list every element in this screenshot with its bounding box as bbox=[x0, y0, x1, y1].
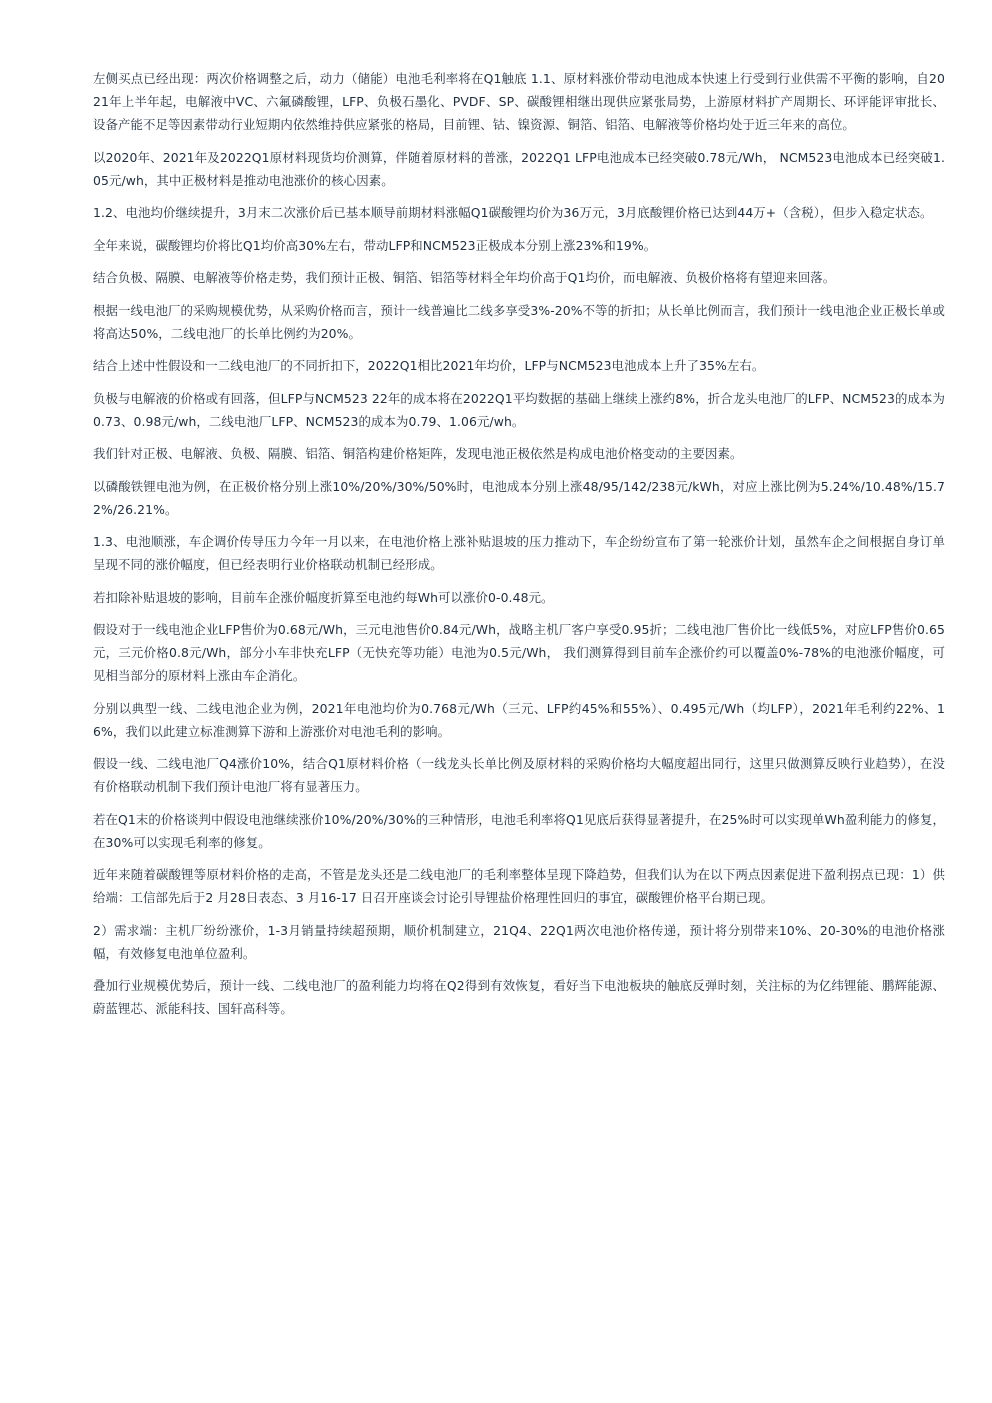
paragraph-anode-electrolyte: 负极与电解液的价格或有回落，但LFP与NCM523 22年的成本将在2022Q1平均数据的基础上继续上涨约8%，折合龙头电池厂的LFP、NCM523的成本为0.73、0.98元/wh，二线电池厂LFP、NCM523的成本为0.79、1.06元/wh。 bbox=[93, 390, 945, 429]
paragraph-cost-increase: 结合上述中性假设和一二线电池厂的不同折扣下，2022Q1相比2021年均价，LFP与NCM523电池成本上升了35%左右。 bbox=[93, 358, 765, 373]
paragraph-section-1-3: 1.3、电池顺涨，车企调价传导压力今年一月以来，在电池价格上涨补贴退坡的压力推动下，车企纷纷宣布了第一轮涨价计划，虽然车企之间根据自身订单呈现不同的涨价幅度，但已经表明行业价格联动机制已经形成。 bbox=[93, 534, 945, 572]
paragraph-q1-scenarios: 若在Q1末的价格谈判中假设电池继续涨价10%/20%/30%的三种情形，电池毛利率将Q1见底后获得显著提升，在25%时可以实现单Wh盈利能力的修复，在30%可以实现毛利率的修复。 bbox=[93, 811, 945, 850]
paragraph-annual-lithium-price: 全年来说，碳酸锂均价将比Q1均价高30%左右，带动LFP和NCM523正极成本分别上涨23%和19%。 bbox=[93, 237, 657, 253]
paragraph-typical-companies: 分别以典型一线、二线电池企业为例，2021年电池均价为0.768元/Wh（三元、LFP约45%和55%）、0.495元/Wh（均LFP），2021年毛利约22%、16%，我们以此建立标准测算下游和上游涨价对电池毛利的影响。 bbox=[93, 700, 945, 739]
paragraph-subsidy-impact: 若扣除补贴退坡的影响，目前车企涨价幅度折算至电池约每Wh可以涨价0-0.48元。 bbox=[93, 589, 554, 605]
article-body bbox=[93, 67, 945, 1030]
paragraph-material-trend: 结合负极、隔膜、电解液等价格走势，我们预计正极、铜箔、铝箔等材料全年均价高于Q1均价，而电解液、负极价格将有望迎来回落。 bbox=[93, 270, 836, 285]
paragraph-section-1-2: 1.2、电池均价继续提升，3月末二次涨价后已基本顺导前期材料涨幅Q1碳酸锂均价为36万元，3月底酸锂价格已达到44万+（含税），但步入稳定状态。 bbox=[93, 205, 933, 220]
paragraph-conclusion: 叠加行业规模优势后，预计一线、二线电池厂的盈利能力均将在Q2得到有效恢复，看好当下电池板块的触底反弹时刻，关注标的为亿纬锂能、鹏辉能源、蔚蓝锂芯、派能科技、国轩高科等。 bbox=[93, 978, 945, 1016]
paragraph-pricing-assumption: 假设对于一线电池企业LFP售价为0.68元/Wh，三元电池售价0.84元/Wh，战略主机厂客户享受0.95折；二线电池厂售价比一线低5%，对应LFP售价0.65元，三元价格0.8元/Wh，部分小车非快充LFP（无快充等功能）电池为0.5元/Wh， 我们测算得到目前车企涨价约可以覆盖0%-78%的电池涨价幅度，可见相当部分的原材料上涨由车企消化。 bbox=[93, 622, 945, 683]
paragraph-supply-side: 近年来随着碳酸锂等原材料价格的走高，不管是龙头还是二线电池厂的毛利率整体呈现下降趋势，但我们认为在以下两点因素促进下盈利拐点已现：1）供给端：工信部先后于2 月28日表态、3 月16-17 日召开座谈会讨论引导锂盐价格理性回归的事宜，碳酸锂价格平台期已现。 bbox=[93, 867, 945, 905]
paragraph-left-side-buy-point: 左侧买点已经出现：两次价格调整之后，动力（储能）电池毛利率将在Q1触底 1.1、原材料涨价带动电池成本快速上行受到行业供需不平衡的影响，自2021年上半年起，电解液中VC、六氟磷酸锂，LFP、负极石墨化、PVDF、SP、碳酸锂相继出现供应紧张局势，上游原材料扩产周期长、环评能评审批长、设备产能不足等因素带动行业短期内依然维持供应紧张的格局，目前锂、钴、镍资源、铜箔、铝箔、电解液等价格均处于近三年来的高位。 bbox=[93, 71, 945, 132]
paragraph-lfp-example: 以磷酸铁锂电池为例，在正极价格分别上涨10%/20%/30%/50%时，电池成本分别上涨48/95/142/238元/kWh，对应上涨比例为5.24%/10.48%/15.72%/26.21%。 bbox=[93, 478, 945, 517]
paragraph-demand-side: 2）需求端：主机厂纷纷涨价，1-3月销量持续超预期，顺价机制建立，21Q4、22Q1两次电池价格传递，预计将分别带来10%、20-30%的电池价格涨幅，有效修复电池单位盈利。 bbox=[93, 922, 945, 961]
paragraph-q4-assumption: 假设一线、二线电池厂Q4涨价10%，结合Q1原材料价格（一线龙头长单比例及原材料的采购价格均大幅度超出同行，这里只做测算反映行业趋势），在没有价格联动机制下我们预计电池厂将有显著压力。 bbox=[93, 756, 945, 794]
paragraph-cost-estimate: 以2020年、2021年及2022Q1原材料现货均价测算，伴随着原材料的普涨，2022Q1 LFP电池成本已经突破0.78元/Wh， NCM523电池成本已经突破1.05元/wh，其中正极材料是推动电池涨价的核心因素。 bbox=[93, 149, 945, 188]
paragraph-price-matrix: 我们针对正极、电解液、负极、隔膜、铝箔、铜箔构建价格矩阵，发现电池正极依然是构成电池价格变动的主要因素。 bbox=[93, 446, 743, 461]
paragraph-purchase-discount: 根据一线电池厂的采购规模优势，从采购价格而言，预计一线普遍比二线多享受3%-20%不等的折扣；从长单比例而言，我们预计一线电池企业正极长单或将高达50%，二线电池厂的长单比例约为20%。 bbox=[93, 302, 945, 341]
